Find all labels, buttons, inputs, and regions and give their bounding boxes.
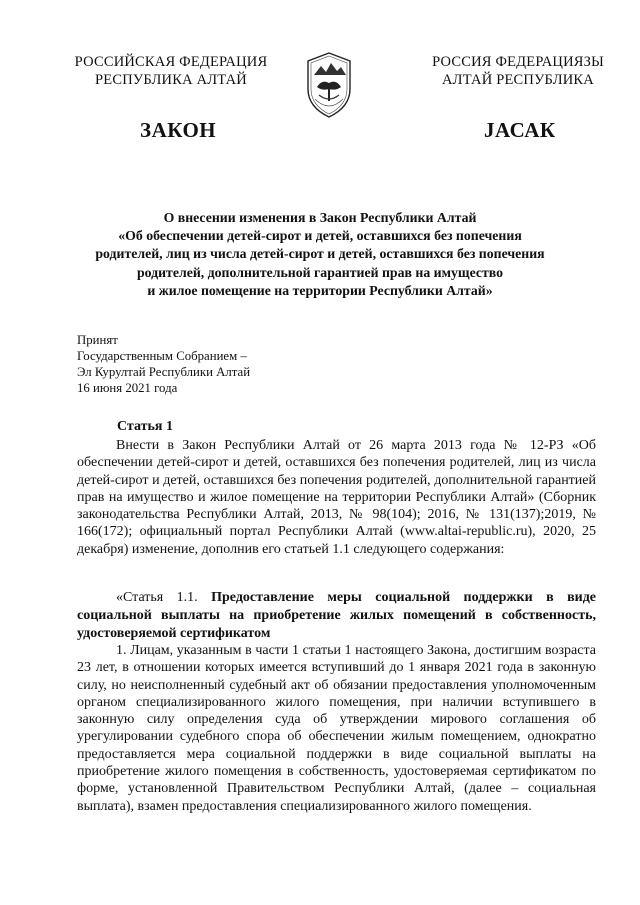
adoption-line-1: Принят <box>77 333 118 347</box>
header-left-line-2: РЕСПУБЛИКА АЛТАЙ <box>95 72 247 88</box>
title-line-1: О внесении изменения в Закон Республики Алтай <box>163 210 477 225</box>
adoption-note <box>77 332 250 396</box>
paragraph-article-title <box>77 589 596 643</box>
header-right-line-1: РОССИЯ ФЕДЕРАЦИЯЗЫ <box>432 54 604 70</box>
article-heading: Статья 1 <box>117 419 173 434</box>
law-title-russian: ЗАКОН <box>140 118 217 142</box>
title-line-2: «Об обеспечении детей-сирот и детей, оставшихся без попечения <box>118 228 522 244</box>
header-right <box>423 53 613 89</box>
title-line-5: и жилое помещение на территории Республики Алтай» <box>147 282 493 298</box>
law-title <box>75 209 565 300</box>
header-left-line-1: РОССИЙСКАЯ ФЕДЕРАЦИЯ <box>74 54 268 70</box>
title-line-3: родителей, лиц из числа детей-сирот и детей, оставшихся без попечения <box>95 246 545 262</box>
adoption-date: 16 июня 2021 года <box>77 381 178 395</box>
paragraph-1-text: Внести в Закон Республики Алтай от 26 марта 2013 года № 12-РЗ «Об обеспечении детей-сирот и детей, оставшихся без попечения родителей, лиц из числа детей-сирот и детей, оставшихся без попечения родителей, дополнительной гарантией прав на имущество и жилое помещение на территории Республики Алтай» (Сборник законодательства Республики Алтай, 2013, № 98(104); 2016, № 131(137);2019, № 166(172); официальный портал Республики Алтай (www.altai-republic.ru), 2020, 25 декабря) изменение, дополнив его статьей 1.1 следующего содержания: <box>77 438 596 557</box>
header-left <box>66 53 276 89</box>
article-number-prefix: «Статья 1.1. <box>116 590 198 605</box>
paragraph-amendment <box>77 437 596 558</box>
article-bold-title: Предоставление меры социальной поддержки в виде социальной выплаты на приобретение жилых помещений в собственность, удостоверяемой сертификатом <box>77 590 597 641</box>
coat-of-arms-emblem <box>303 51 355 123</box>
header-right-line-2: АЛТАЙ РЕСПУБЛИКА <box>442 72 594 88</box>
adoption-line-2: Государственным Собранием – <box>77 349 247 363</box>
paragraph-clause-1 <box>77 642 596 815</box>
paragraph-3-text: 1. Лицам, указанным в части 1 статьи 1 настоящего Закона, достигшим возраста 23 лет, в отношении которых имеется вступивший до 1 января 2021 года в законную силу, но неисполненный судебный акт об обязании предоставления уполномоченным органом специализированного жилого помещения, при наличии вступившего в законную силу определения суда об утверждении мирового соглашения об урегулировании судебного спора об обеспечении жилым помещением, однократно предоставляется мера социальной поддержки в виде социальной выплаты на приобретение жилого помещения в собственность, удостоверяемая сертификатом по форме, установленной Правительством Республики Алтай, (далее – социальная выплата), взамен предоставления специализированного жилого помещения. <box>77 643 596 814</box>
title-line-4: родителей, дополнительной гарантией прав на имущество <box>136 264 504 280</box>
adoption-line-3: Эл Курултай Республики Алтай <box>77 365 251 379</box>
law-title-altai: JАСАК <box>484 118 556 142</box>
